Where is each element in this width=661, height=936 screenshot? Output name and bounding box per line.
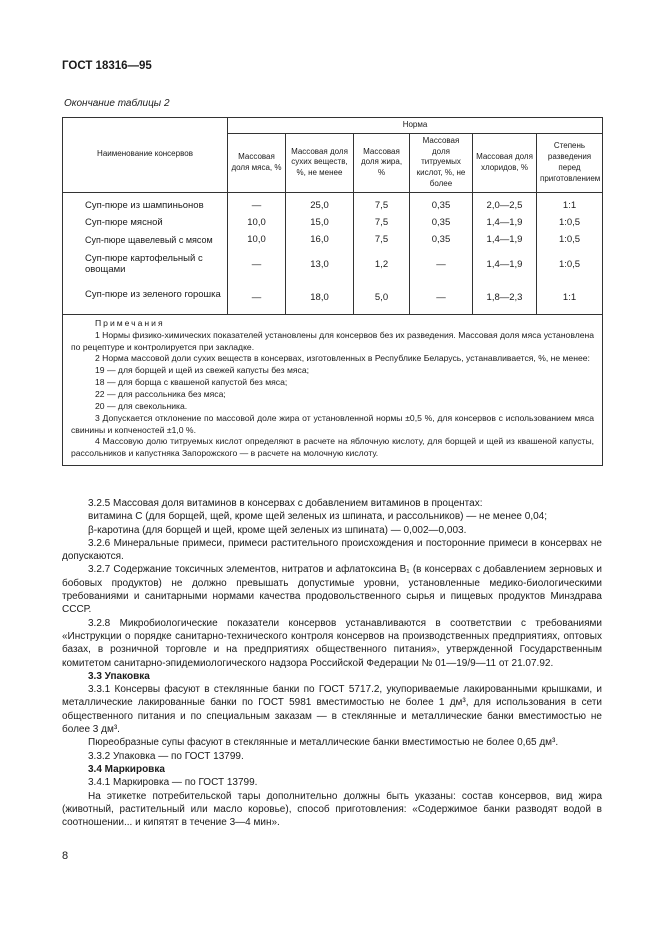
note-2-item: 18 — для борща с квашеной капустой без мяса; — [95, 377, 288, 388]
para-vitamin-c: витамина С (для борщей, щей, кроме щей зеленых из шпината, и рассольников) — не менее 0,04; — [88, 511, 548, 523]
cell-dil: 1:1 — [537, 192, 603, 214]
note-3: 3 Допускается отклонение по массовой доле жира от установленной нормы ±0,5 %, для консервов с использованием мяса свинины и копченостей ±1,0 %. — [71, 412, 595, 435]
cell-fat: 5,0 — [354, 280, 410, 314]
cell-chlor: 1,4—1,9 — [473, 214, 537, 231]
cell-meat: — — [228, 248, 286, 280]
document-header: ГОСТ 18316—95 — [62, 60, 152, 72]
row-name: Суп-пюре щавелевый с мясом — [63, 231, 228, 248]
cell-acid: 0,35 — [410, 214, 473, 231]
cell-meat: 10,0 — [228, 231, 286, 248]
section-heading-packaging: 3.3 Упаковка — [88, 670, 150, 682]
col-header-name: Наименование консервов — [63, 118, 228, 193]
cell-dry: 15,0 — [286, 214, 354, 231]
col-header-fat: Массовая доля жира, % — [354, 133, 410, 192]
cell-acid: — — [410, 280, 473, 314]
row-name: Суп-пюре из зеленого горошка — [63, 280, 228, 314]
para-3-2-8: 3.2.8 Микробиологические показатели консервов устанавливаются в соответствии с требованиями «Инструкции о порядке санитарно-технического контроля консервов на производственных предприятиях, оптовых базах, в розничной торговле и на предприятиях общественного питания», утвержденной Государственным комитетом санитарно-эпидемиологического надзора Российской Федерации № 01—19/9—11 от 21.07.92. — [62, 617, 602, 669]
cell-fat: 7,5 — [354, 192, 410, 214]
cell-chlor: 1,8—2,3 — [473, 280, 537, 314]
row-name: Суп-пюре мясной — [63, 214, 228, 231]
cell-dry: 18,0 — [286, 280, 354, 314]
col-header-dilution: Степень разведения перед приготовлением — [537, 133, 603, 192]
para-3-3-1: 3.3.1 Консервы фасуют в стеклянные банки по ГОСТ 5717.2, укупориваемые лакированными крышками, и металлические лакированные банки по ГОСТ 5981 вместимостью не более 1 дм³, для использования в сети общественного питания и по специальным заказам — в стеклянные и металлические банки вместимостью не более 3 дм³. — [62, 684, 602, 736]
page-number: 8 — [62, 850, 69, 862]
para-beta-carotene: β-каротина (для борщей и щей, кроме щей зеленых из шпината) — 0,002—0,003. — [88, 524, 467, 536]
cell-dil: 1:0,5 — [537, 231, 603, 248]
cell-dil: 1:0,5 — [537, 214, 603, 231]
para-3-2-5: 3.2.5 Массовая доля витаминов в консервах с добавлением витаминов в процентах: — [88, 498, 483, 509]
cell-acid: 0,35 — [410, 231, 473, 248]
cell-fat: 7,5 — [354, 214, 410, 231]
note-1: 1 Нормы физико-химических показателей установлены для консервов без их разведения. Массовая доля мяса установлена по рецептуре и контролируется при закладке. — [71, 329, 595, 352]
cell-chlor: 2,0—2,5 — [473, 192, 537, 214]
para-3-3-2: 3.3.2 Упаковка — по ГОСТ 13799. — [88, 750, 244, 762]
cell-meat: — — [228, 192, 286, 214]
cell-fat: 1,2 — [354, 248, 410, 280]
cell-meat: — — [228, 280, 286, 314]
body-text — [62, 497, 602, 829]
cell-acid: 0,35 — [410, 192, 473, 214]
notes-row — [63, 314, 603, 465]
cell-chlor: 1,4—1,9 — [473, 248, 537, 280]
cell-meat: 10,0 — [228, 214, 286, 231]
cell-acid: — — [410, 248, 473, 280]
col-header-acids: Массовая доля титруемых кислот, %, не более — [410, 133, 473, 192]
note-2-item: 19 — для борщей и щей из свежей капусты без мяса; — [95, 365, 309, 376]
note-2: 2 Норма массовой доли сухих веществ в консервах, изготовленных в Республике Беларусь, устанавливается, %, не менее: — [95, 353, 590, 364]
cell-dry: 25,0 — [286, 192, 354, 214]
para-3-4-1: 3.4.1 Маркировка — по ГОСТ 13799. — [88, 777, 258, 789]
notes-cell — [63, 314, 603, 465]
cell-dry: 16,0 — [286, 231, 354, 248]
table-row — [63, 192, 603, 214]
table-row — [63, 280, 603, 314]
cell-fat: 7,5 — [354, 231, 410, 248]
section-heading-marking: 3.4 Маркировка — [88, 763, 165, 775]
table-row — [63, 214, 603, 231]
para-puree-soups: Пюреобразные супы фасуют в стеклянные и металлические банки вместимостью не более 0,65 дм³. — [88, 737, 559, 749]
col-header-chlorides: Массовая доля хлоридов, % — [473, 133, 537, 192]
cell-dil: 1:0,5 — [537, 248, 603, 280]
note-2-item: 22 — для рассольника без мяса; — [95, 388, 226, 399]
col-header-meat: Массовая доля мяса, % — [228, 133, 286, 192]
norms-table — [62, 117, 603, 466]
note-4: 4 Массовую долю титруемых кислот определяют в расчете на яблочную кислоту, для борщей и щей из квашеной капусты, рассольников и капустняка Запорожского — в расчете на молочную кислоту. — [71, 436, 595, 459]
col-header-dry-matter: Массовая доля сухих веществ, %, не менее — [286, 133, 354, 192]
table-row — [63, 248, 603, 280]
row-name: Суп-пюре картофельный с овощами — [63, 248, 228, 280]
cell-dil: 1:1 — [537, 280, 603, 314]
group-header-norm: Норма — [228, 118, 603, 134]
cell-chlor: 1,4—1,9 — [473, 231, 537, 248]
table-caption: Окончание таблицы 2 — [64, 98, 170, 109]
notes-title: Примечания — [95, 317, 165, 328]
para-label: На этикетке потребительской тары дополнительно должны быть указаны: состав консервов, вид жира (животный, растительный или масло коровье), способ приготовления: «Содержимое банки разводят водой в соотношении... и кипятят в течение 3—4 мин». — [62, 790, 602, 829]
para-3-2-6: 3.2.6 Минеральные примеси, примеси растительного происхождения и посторонние примеси в консервах не допускаются. — [62, 537, 602, 563]
table-row — [63, 231, 603, 248]
cell-dry: 13,0 — [286, 248, 354, 280]
row-name: Суп-пюре из шампиньонов — [63, 192, 228, 214]
note-2-item: 20 — для свекольника. — [95, 400, 188, 411]
para-3-2-7: 3.2.7 Содержание токсичных элементов, нитратов и афлатоксина В₁ (в консервах с добавлением зерновых и бобовых продуктов) не должно превышать допустимые уровни, установленные медико-биологическими требованиями и санитарными нормами качества продовольственного сырья и пищевых продуктов Минздрава СССР. — [62, 564, 602, 616]
